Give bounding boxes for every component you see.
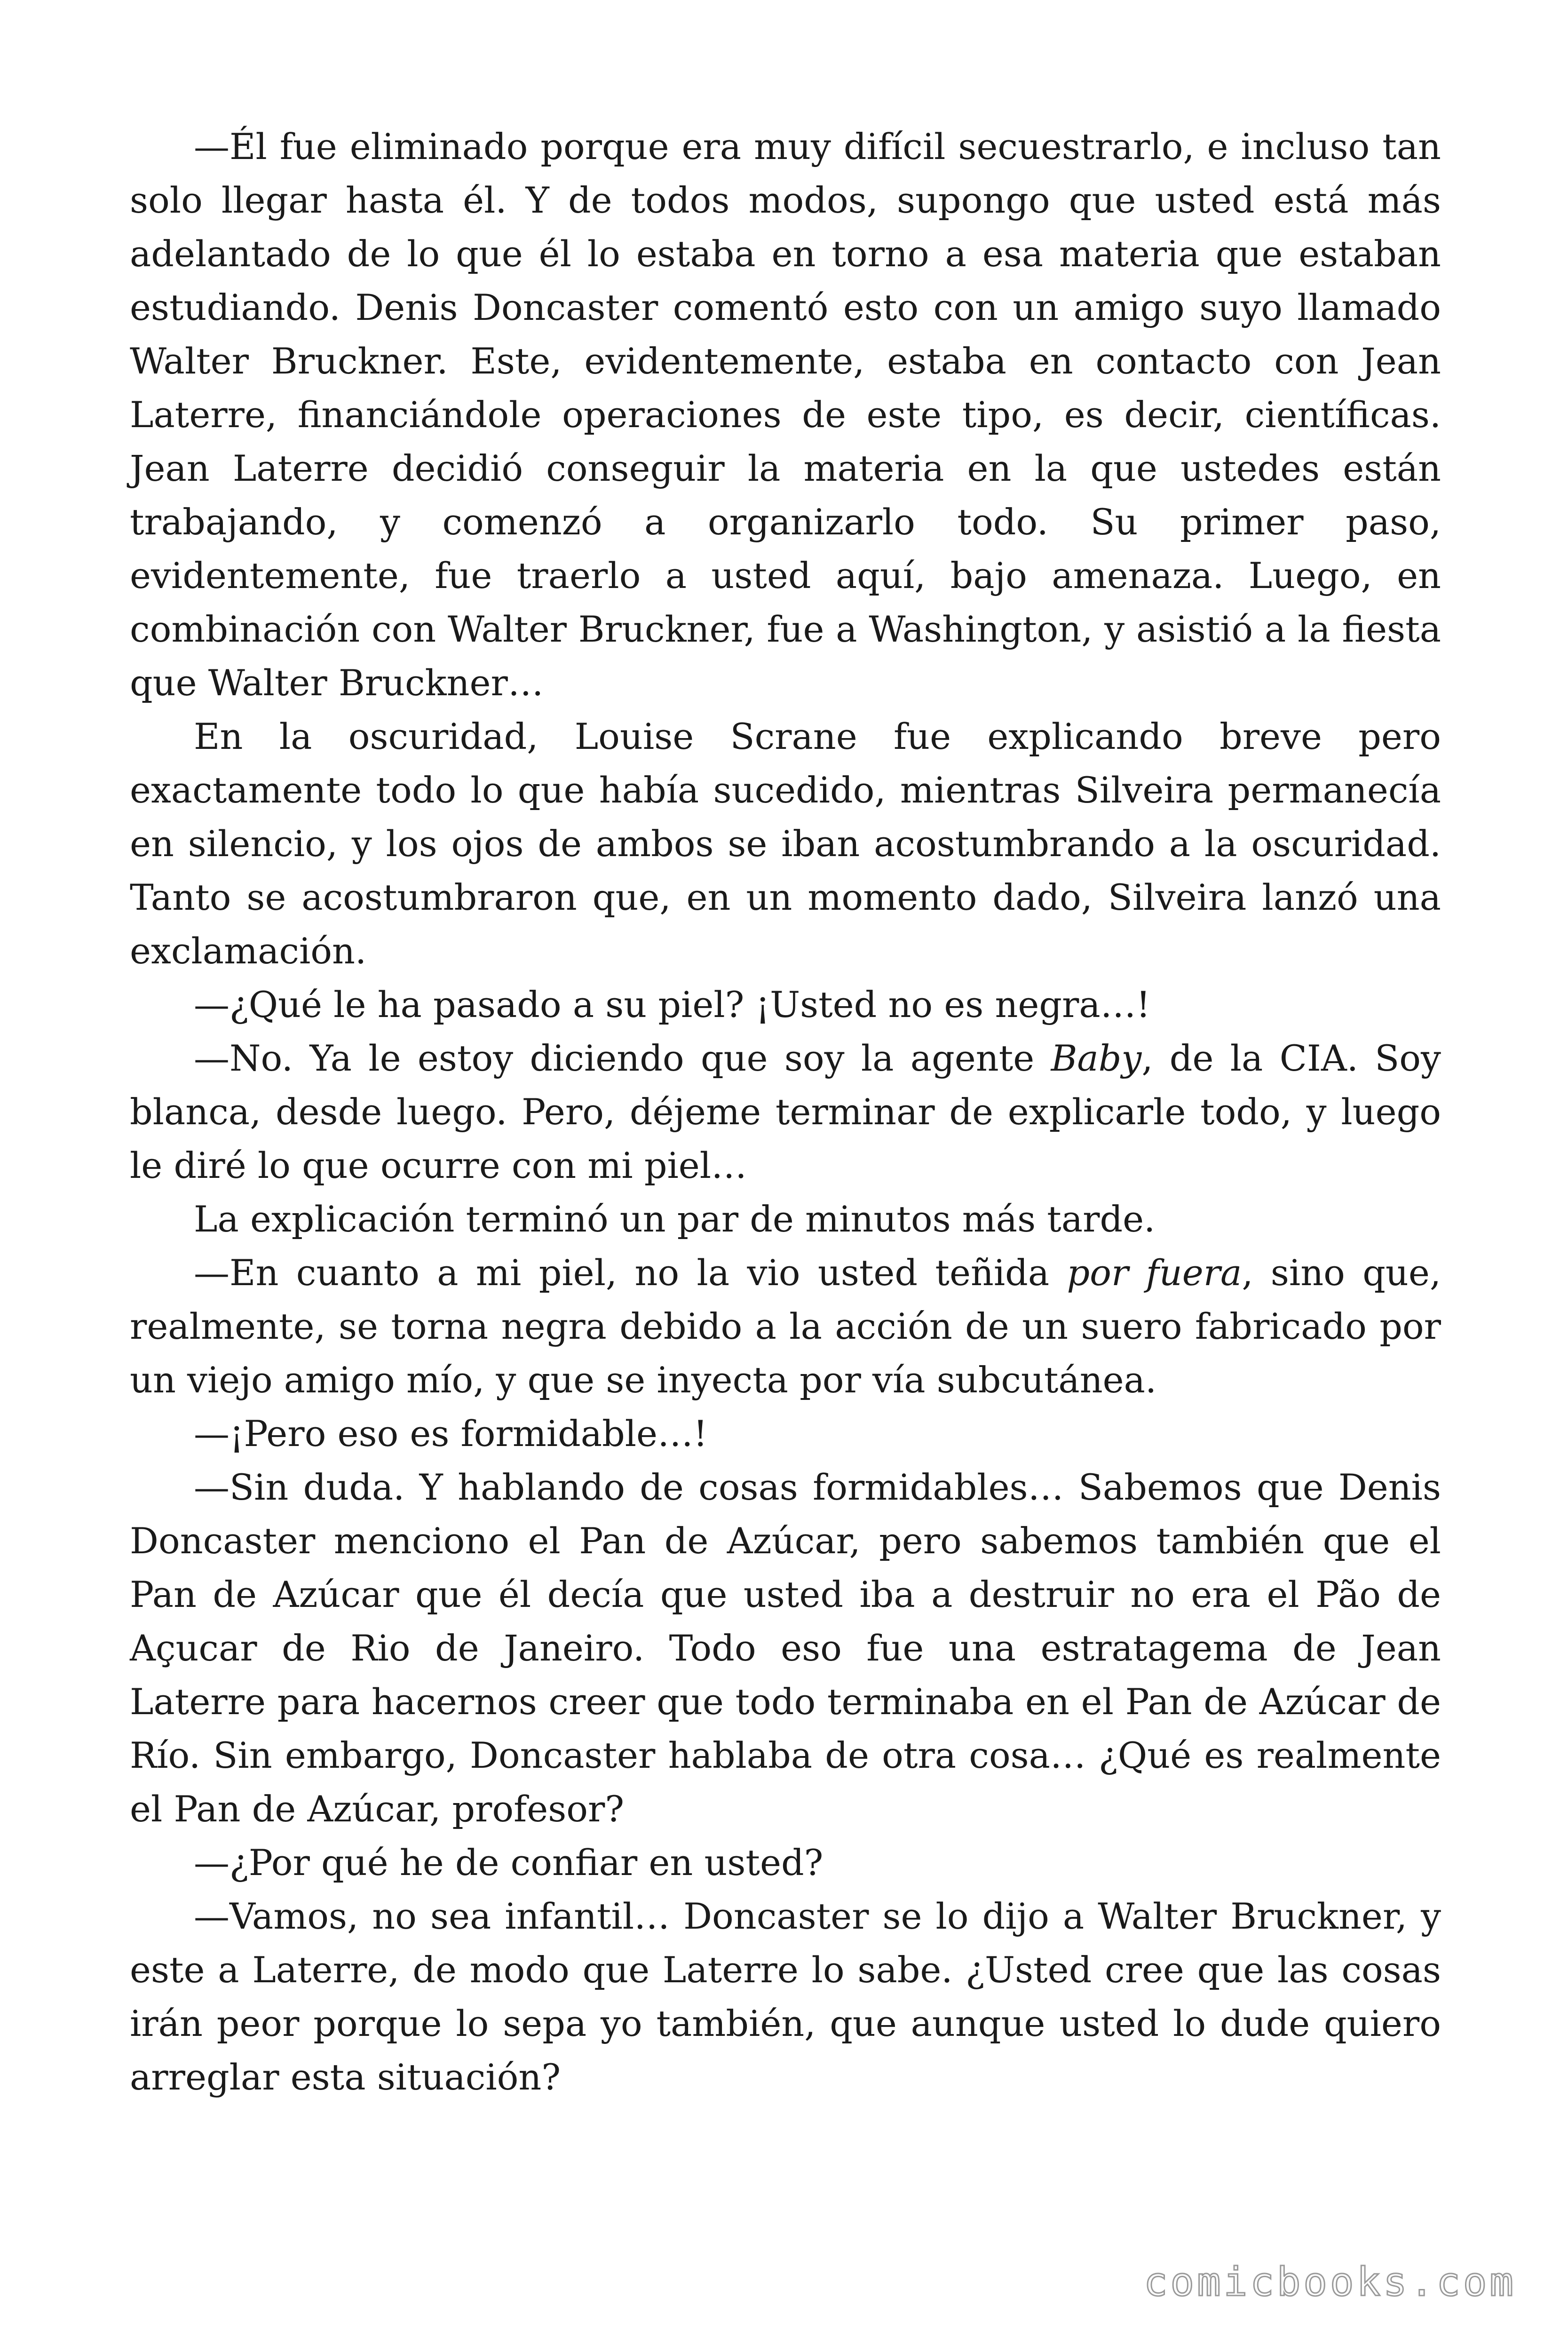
paragraph-1: —Él fue eliminado porque era muy difícil secuestrarlo, e incluso tan solo llegar hasta él. Y de todos modos, supongo que usted está más adelantado de lo que él lo estaba en torno a esa materia que estaban estudiando. Denis Doncaster comentó esto con un amigo suyo llamado Walter Bruckner. Este, evidentemente, estaba en contacto con Jean Laterre, financiándole operaciones de este tipo, es decir, científicas. Jean Laterre decidió conseguir la materia en la que ustedes están trabajando, y comenzó a organizarlo todo. Su primer paso, evidentemente, fue traerlo a usted aquí, bajo amenaza. Luego, en combinación con Walter Bruckner, fue a Washington, y asistió a la fiesta que Walter Bruckner… bbox=[130, 126, 1441, 704]
paragraph-9: —¿Por qué he de confiar en usted? bbox=[194, 1842, 824, 1883]
watermark: comicbooks.com bbox=[1143, 2259, 1516, 2305]
paragraph-4-rest: , de la CIA. Soy blanca, desde luego. Pero, déjeme terminar de explicarle todo, y luego le diré lo que ocurre con mi piel… bbox=[130, 1037, 1441, 1186]
paragraph-6 bbox=[130, 1246, 1441, 1407]
italic-por-fuera: por fuera bbox=[1067, 1252, 1242, 1294]
paragraph-4-text: —No. Ya le estoy diciendo que soy la agente bbox=[194, 1037, 1051, 1079]
paragraph-8: —Sin duda. Y hablando de cosas formidables… Sabemos que Denis Doncaster menciono el Pan de Azúcar, pero sabemos también que el Pan de Azúcar que él decía que usted iba a destruir no era el Pão de Açucar de Rio de Janeiro. Todo eso fue una estratagema de Jean Laterre para hacernos creer que todo terminaba en el Pan de Azúcar de Río. Sin embargo, Doncaster hablaba de otra cosa… ¿Qué es realmente el Pan de Azúcar, profesor? bbox=[130, 1466, 1441, 1830]
paragraph-2: En la oscuridad, Louise Scrane fue explicando breve pero exactamente todo lo que había sucedido, mientras Silveira permanecía en silencio, y los ojos de ambos se iban acostumbrando a la oscuridad. Tanto se acostumbraron que, en un momento dado, Silveira lanzó una exclamación. bbox=[130, 715, 1441, 972]
paragraph-3: —¿Qué le ha pasado a su piel? ¡Usted no es negra…! bbox=[194, 984, 1151, 1025]
paragraph-6-rest: , sino que, realmente, se torna negra debido a la acción de un suero fabricado por un viejo amigo mío, y que se inyecta por vía subcutánea. bbox=[130, 1252, 1441, 1401]
paragraph-5: La explicación terminó un par de minutos más tarde. bbox=[194, 1198, 1156, 1240]
paragraph-10: —Vamos, no sea infantil… Doncaster se lo dijo a Walter Bruckner, y este a Laterre, de modo que Laterre lo sabe. ¿Usted cree que las cosas irán peor porque lo sepa yo también, que aunque usted lo dude quiero arreglar esta situación? bbox=[130, 1895, 1441, 2098]
italic-baby: Baby bbox=[1051, 1037, 1142, 1079]
body-text bbox=[130, 120, 1441, 2104]
paragraph-7: —¡Pero eso es formidable…! bbox=[194, 1413, 708, 1454]
paragraph-4 bbox=[130, 1032, 1441, 1192]
paragraph-6-text: —En cuanto a mi piel, no la vio usted teñida bbox=[194, 1252, 1067, 1294]
